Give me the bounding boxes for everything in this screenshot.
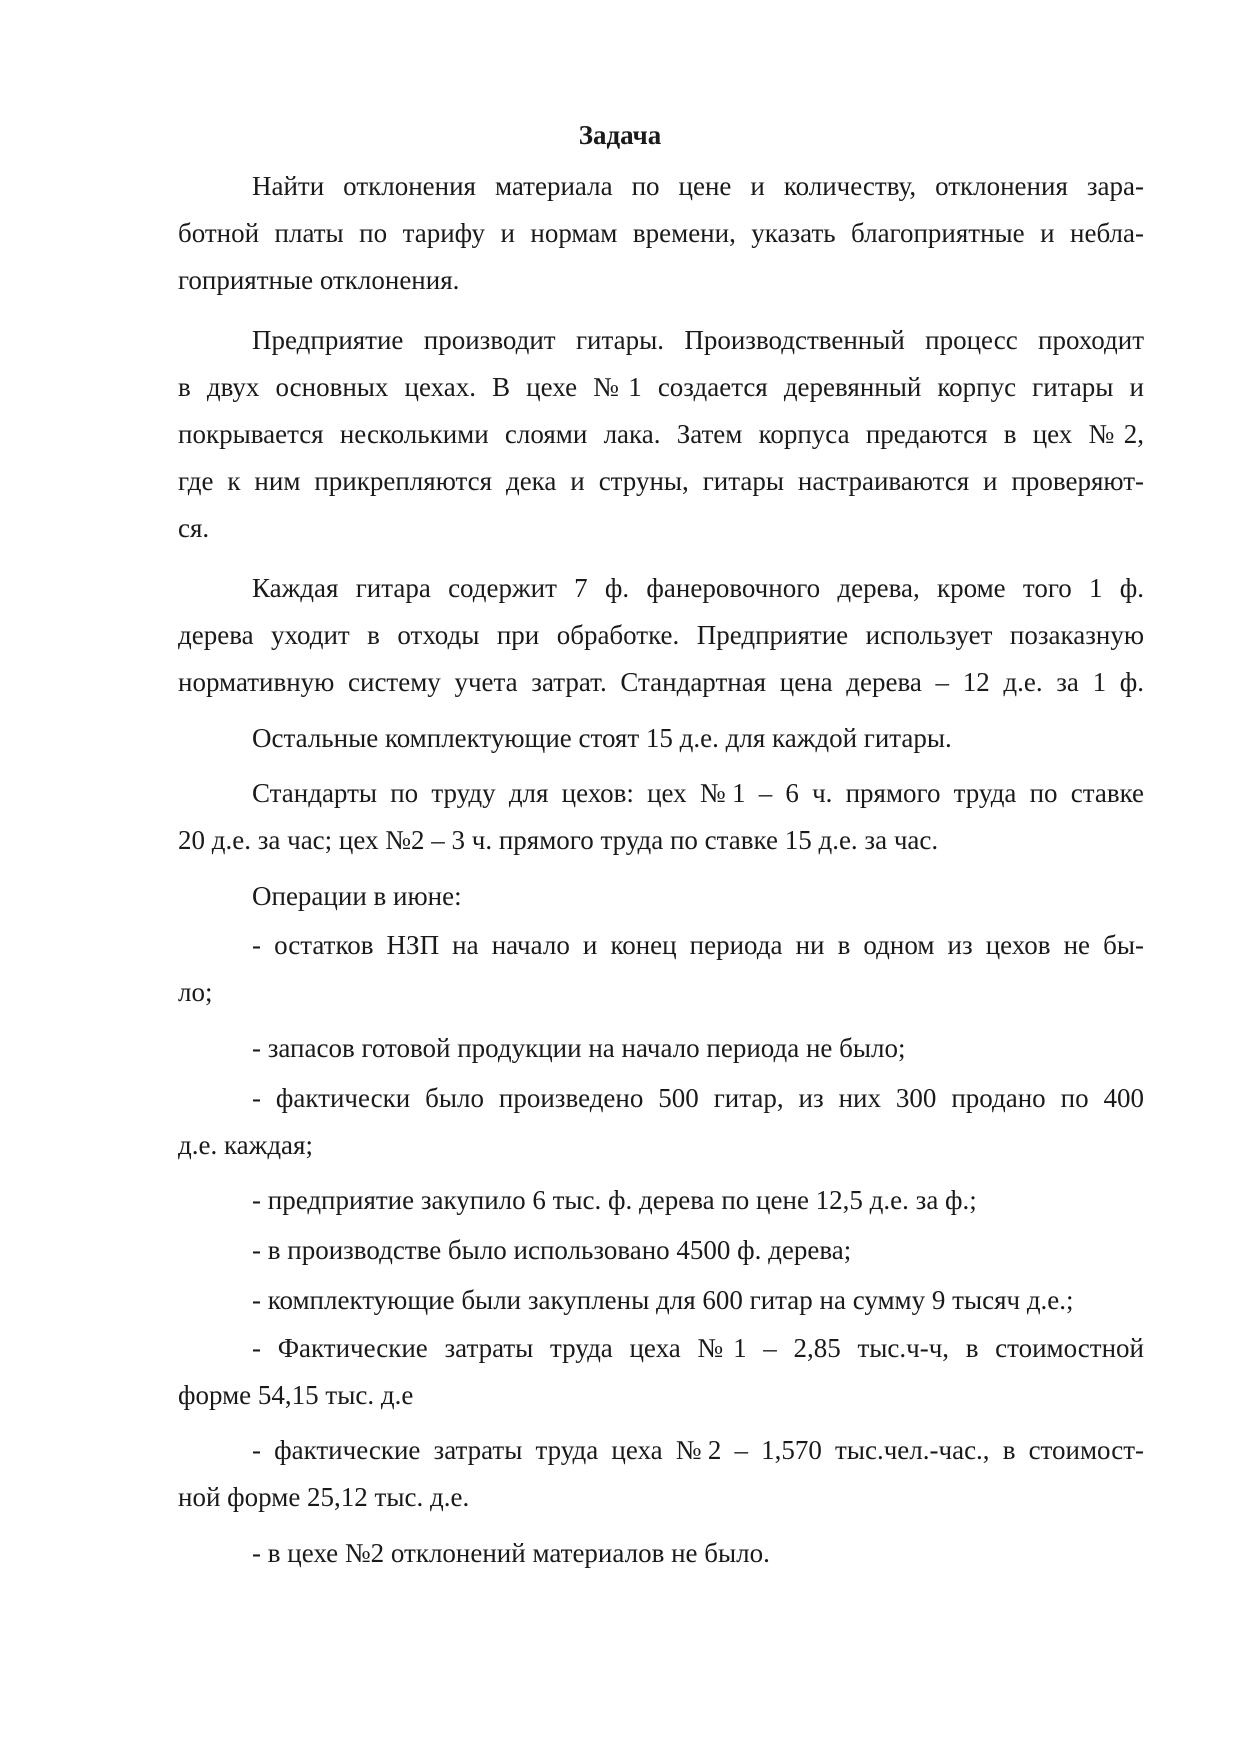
text-line: - предприятие закупило 6 тыс. ф. дерева по цене 12,5 д.е. за ф.; [252, 1185, 977, 1215]
text-line: форме 54,15 тыс. д.е [178, 1380, 414, 1410]
text-line: ло; [178, 977, 213, 1007]
text-line: ной форме 25,12 тыс. д.е. [178, 1482, 470, 1512]
text-line: Остальные комплектующие стоят 15 д.е. для каждой гитары. [252, 723, 952, 753]
text-line: Стандарты по труду для цехов: цех №1 – 6 ч. прямого труда по ставке [252, 778, 1144, 808]
text-line: в двух основных цехах. В цехе №1 создается деревянный корпус гитары и [178, 372, 1144, 402]
text-line: ся. [178, 513, 210, 543]
text-line: - остатков НЗП на начало и конец периода ни в одном из цехов не бы- [252, 930, 1144, 960]
text-line: - в цехе №2 отклонений материалов не было. [252, 1538, 770, 1568]
text-line: - запасов готовой продукции на начало периода не было; [252, 1033, 906, 1063]
text-line: - в производстве было использовано 4500 ф. дерева; [252, 1235, 852, 1265]
text-line: нормативную систему учета затрат. Стандартная цена дерева – 12 д.е. за 1 ф. [178, 667, 1144, 697]
text-line: Каждая гитара содержит 7 ф. фанеровочного дерева, кроме того 1 ф. [252, 573, 1144, 603]
text-line: Предприятие производит гитары. Производственный процесс проходит [252, 325, 1144, 355]
text-line: д.е. каждая; [178, 1130, 313, 1160]
document-title: Задача [578, 120, 662, 150]
text-line: ботной платы по тарифу и нормам времени, указать благоприятные и небла- [178, 218, 1144, 248]
text-line: покрывается несколькими слоями лака. Затем корпуса предаются в цех №2, [178, 419, 1144, 449]
text-line: дерева уходит в отходы при обработке. Предприятие использует позаказную [178, 620, 1144, 650]
text-line: гоприятные отклонения. [178, 265, 460, 295]
text-line: Операции в июне: [252, 881, 462, 911]
text-line: Найти отклонения материала по цене и количеству, отклонения зара- [252, 171, 1144, 201]
text-line: где к ним прикрепляются дека и струны, гитары настраиваются и проверяют- [178, 466, 1144, 496]
text-line: - фактически было произведено 500 гитар, из них 300 продано по 400 [252, 1083, 1144, 1113]
text-line: - комплектующие были закуплены для 600 гитар на сумму 9 тысяч д.е.; [252, 1285, 1074, 1315]
text-line: 20 д.е. за час; цех №2 – 3 ч. прямого труда по ставке 15 д.е. за час. [178, 825, 939, 855]
text-line: - фактические затраты труда цеха №2 – 1,570 тыс.чел.-час., в стоимост- [252, 1435, 1144, 1465]
text-line: - Фактические затраты труда цеха №1 – 2,85 тыс.ч-ч, в стоимостной [252, 1333, 1144, 1363]
